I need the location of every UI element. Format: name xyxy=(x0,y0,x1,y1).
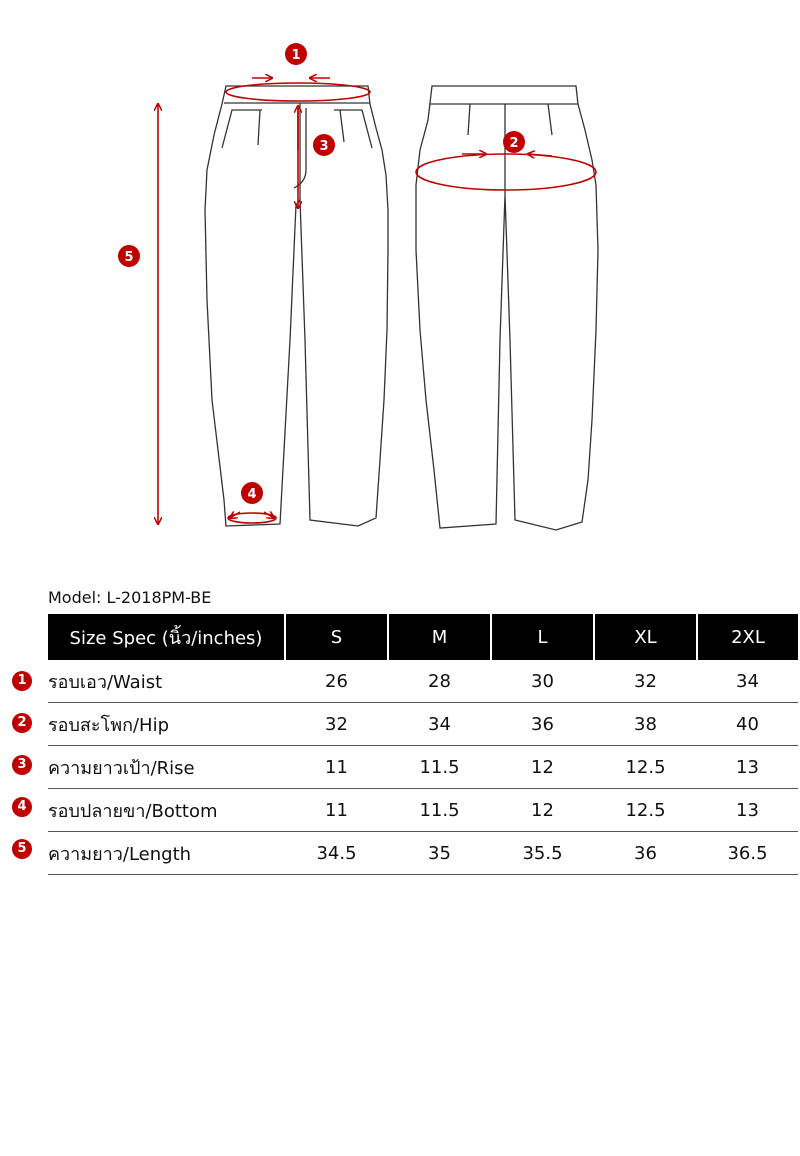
header-size-xl: XL xyxy=(594,614,697,660)
marker-4 xyxy=(241,482,263,504)
table-row xyxy=(48,789,798,832)
table-cell: 32 xyxy=(594,660,697,703)
row-marker-5: 5 xyxy=(12,839,32,859)
measurement-lines xyxy=(158,78,596,524)
svg-text:1: 1 xyxy=(291,48,301,63)
row-label-hip: รอบสะโพก/Hip xyxy=(48,703,285,746)
svg-text:3: 3 xyxy=(319,139,329,154)
table-header-row xyxy=(48,614,798,660)
marker-5 xyxy=(118,245,140,267)
table-cell: 36 xyxy=(594,832,697,875)
table-cell: 11.5 xyxy=(388,789,491,832)
table-cell: 26 xyxy=(285,660,388,703)
table-cell: 11 xyxy=(285,746,388,789)
header-size-m: M xyxy=(388,614,491,660)
marker-2 xyxy=(503,131,525,153)
row-marker-3: 3 xyxy=(12,755,32,775)
table-cell: 11 xyxy=(285,789,388,832)
table-cell: 38 xyxy=(594,703,697,746)
table-cell: 28 xyxy=(388,660,491,703)
table-cell: 11.5 xyxy=(388,746,491,789)
row-marker-2: 2 xyxy=(12,713,32,733)
row-marker-1: 1 xyxy=(12,671,32,691)
svg-text:2: 2 xyxy=(509,136,519,151)
header-size-2xl: 2XL xyxy=(697,614,798,660)
table-cell: 40 xyxy=(697,703,798,746)
table-cell: 36.5 xyxy=(697,832,798,875)
pants-diagram xyxy=(0,0,800,560)
back-pants xyxy=(416,86,598,530)
table-cell: 34 xyxy=(388,703,491,746)
table-cell: 35.5 xyxy=(491,832,594,875)
table-cell: 30 xyxy=(491,660,594,703)
marker-3 xyxy=(313,134,335,156)
table-row xyxy=(48,746,798,789)
table-row xyxy=(48,703,798,746)
table-cell: 32 xyxy=(285,703,388,746)
front-pants xyxy=(205,86,388,526)
row-label-bottom: รอบปลายขา/Bottom xyxy=(48,789,285,832)
table-row xyxy=(48,832,798,875)
size-spec-table xyxy=(48,614,798,875)
svg-text:4: 4 xyxy=(247,487,257,502)
table-cell: 12.5 xyxy=(594,789,697,832)
table-cell: 34.5 xyxy=(285,832,388,875)
header-size-spec: Size Spec (นิ้ว/inches) xyxy=(48,614,285,660)
table-cell: 13 xyxy=(697,789,798,832)
table-cell: 12.5 xyxy=(594,746,697,789)
row-label-rise: ความยาวเป้า/Rise xyxy=(48,746,285,789)
table-cell: 35 xyxy=(388,832,491,875)
table-row xyxy=(48,660,798,703)
row-marker-4: 4 xyxy=(12,797,32,817)
header-size-s: S xyxy=(285,614,388,660)
header-size-l: L xyxy=(491,614,594,660)
marker-1 xyxy=(285,43,307,65)
hip-measure-line xyxy=(416,154,596,190)
table-cell: 36 xyxy=(491,703,594,746)
table-cell: 12 xyxy=(491,746,594,789)
model-label: Model: L-2018PM-BE xyxy=(48,588,212,607)
table-cell: 34 xyxy=(697,660,798,703)
table-cell: 12 xyxy=(491,789,594,832)
svg-text:5: 5 xyxy=(124,250,134,265)
table-cell: 13 xyxy=(697,746,798,789)
row-label-waist: รอบเอว/Waist xyxy=(48,660,285,703)
row-label-length: ความยาว/Length xyxy=(48,832,285,875)
